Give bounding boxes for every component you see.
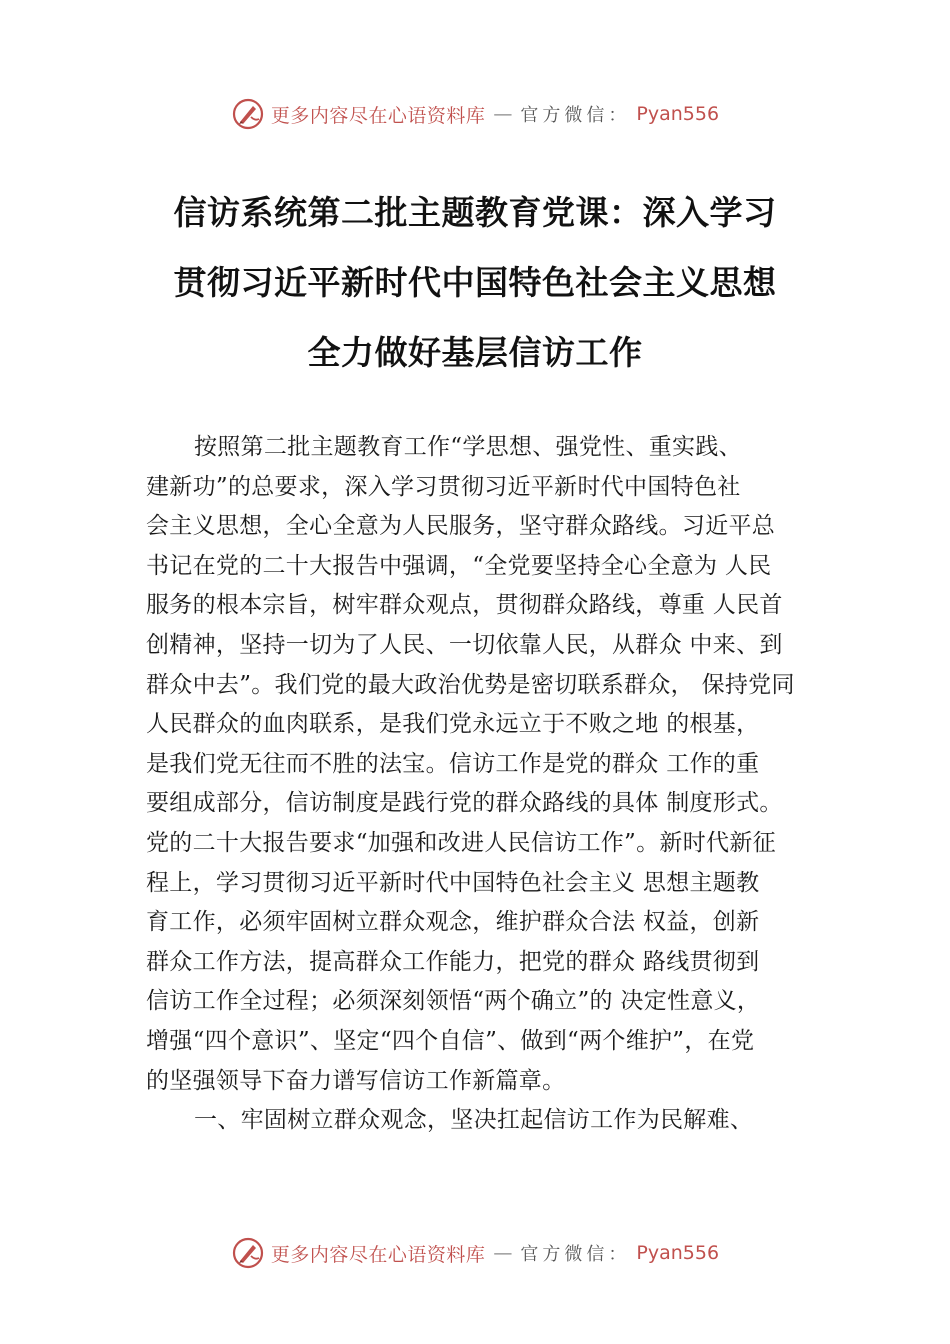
pen-circle-logo-icon	[231, 97, 265, 131]
watermark-dash: —	[493, 1242, 513, 1264]
body-line: 要组成部分，信访制度是践行党的群众路线的具体 制度形式。	[146, 790, 783, 817]
title-line: 贯彻习近平新时代中国特色社会主义思想	[173, 263, 777, 302]
body-line: 是我们党无往而不胜的法宝。信访工作是党的群众 工作的重	[146, 750, 760, 777]
section-heading: 一、牢固树立群众观念，坚决扛起信访工作为民解难、	[194, 1107, 754, 1134]
pen-circle-logo-icon	[231, 1236, 265, 1270]
body-line: 服务的根本宗旨，树牢群众观点，贯彻群众路线，尊重 人民首	[146, 592, 783, 619]
title-line: 信访系统第二批主题教育党课：深入学习	[173, 193, 777, 232]
watermark-dash: —	[493, 103, 513, 125]
body-line: 信访工作全过程；必须深刻领悟“两个确立”的 决定性意义，	[146, 988, 761, 1015]
body-line: 群众中去”。我们党的最大政治优势是密切联系群众， 保持党同	[146, 671, 795, 698]
body-line: 书记在党的二十大报告中强调，“全党要坚持全心全意为 人民	[146, 552, 772, 579]
watermark-brand-text: 更多内容尽在心语资料库	[270, 104, 486, 127]
footer-watermark	[0, 1233, 950, 1273]
body-line: 增强“四个意识”、坚定“四个自信”、做到“两个维护”，在党	[146, 1027, 755, 1054]
watermark-wechat-id: Pyan556	[636, 1242, 720, 1264]
document-body	[146, 428, 836, 1141]
body-line: 程上，学习贯彻习近平新时代中国特色社会主义 思想主题教	[146, 869, 760, 896]
watermark-official-label: 官方微信：	[520, 105, 631, 126]
body-line: 群众工作方法，提高群众工作能力，把党的群众 路线贯彻到	[146, 948, 760, 975]
watermark-brand-text: 更多内容尽在心语资料库	[270, 1243, 486, 1266]
watermark-wechat-id: Pyan556	[636, 103, 720, 125]
body-line: 建新功”的总要求，深入学习贯彻习近平新时代中国特色社	[146, 473, 741, 500]
body-line: 按照第二批主题教育工作“学思想、强党性、重实践、	[194, 434, 742, 460]
body-line: 的坚强领导下奋力谱写信访工作新篇章。	[146, 1067, 566, 1094]
body-line: 育工作，必须牢固树立群众观念，维护群众合法 权益，创新	[146, 909, 760, 936]
document-title	[0, 178, 950, 388]
watermark-official-label: 官方微信：	[520, 1244, 631, 1265]
title-line: 全力做好基层信访工作	[307, 333, 643, 372]
body-line: 会主义思想，全心全意为人民服务，坚守群众路线。习近平总	[146, 513, 776, 540]
body-line: 人民群众的血肉联系，是我们党永远立于不败之地 的根基，	[146, 711, 760, 738]
body-line: 创精神，坚持一切为了人民、一切依靠人民，从群众 中来、到	[146, 631, 783, 658]
body-line: 党的二十大报告要求“加强和改进人民信访工作”。新时代新征	[146, 829, 776, 856]
header-watermark	[0, 94, 950, 134]
